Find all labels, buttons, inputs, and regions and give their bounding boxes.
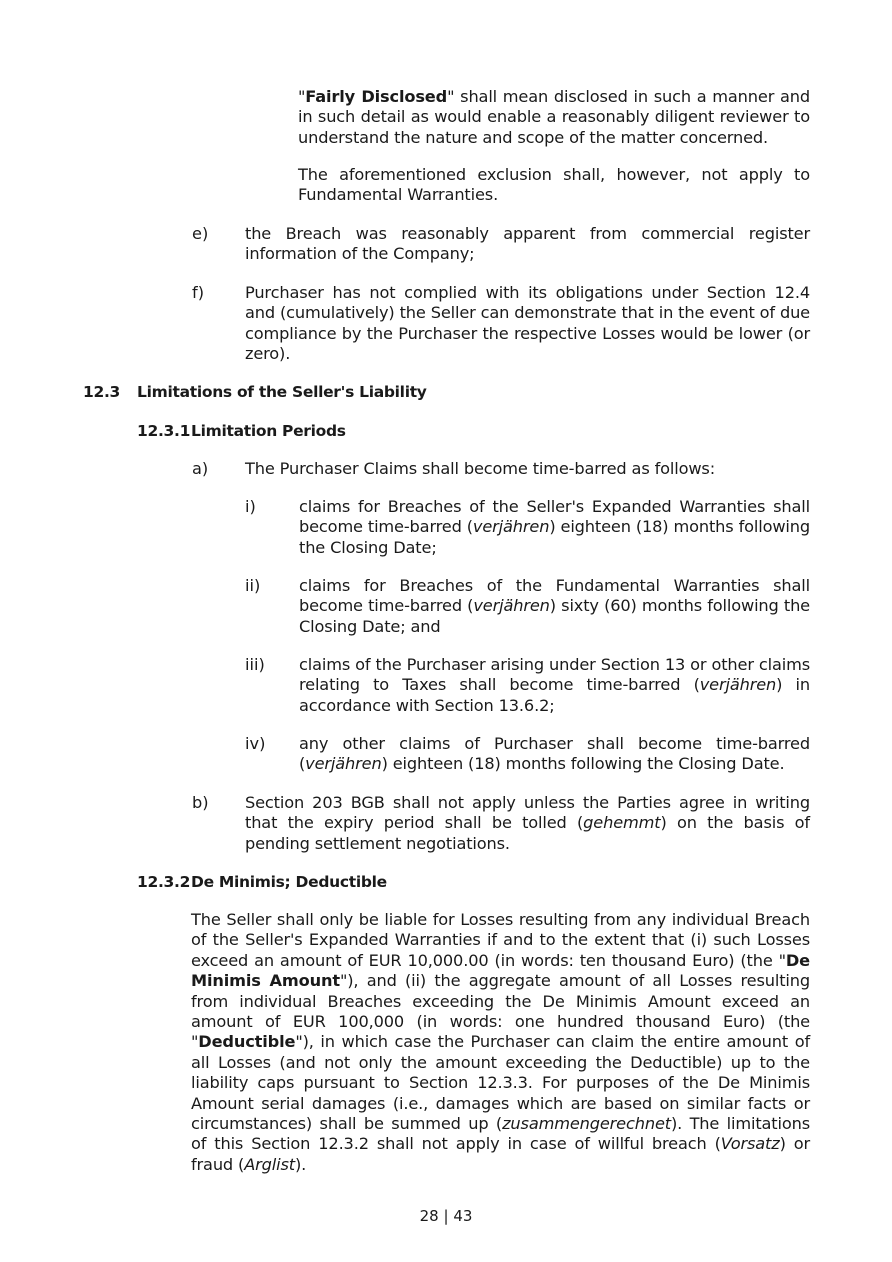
de-minimis-paragraph: The Seller shall only be liable for Losses resulting from any individual Breach of the Seller's Expanded Warranties if and to the extent that (i) such Losses exceed an amount of EUR 10,000.00 (in words: ten thousand Euro) (the "De Minimis Amount"), and (ii) the aggregate amount of all Losses resulting from individual Breaches exceeding the De Minimis Amount exceed an amount of EUR 100,000 (in words: one hundred thousand Euro) (the "Deductible"), in which case the Purchaser can claim the entire amount of all Losses (and not only the amount exceeding the Deductible) up to the liability caps pursuant to Section 12.3.3. For purposes of the De Minimis Amount serial damages (i.e., damages which are based on similar facts or circumstances) shall be summed up (zusammengerechnet). The limitations of this Section 12.3.2 shall not apply in case of willful breach (Vorsatz) or fraud (Arglist). [191,910,811,1174]
item-f-label: f) [192,283,205,302]
subitem-i-text: claims for Breaches of the Seller's Expanded Warranties shall become time-barred (verjähren) eighteen (18) months following the Closing Date; [299,497,810,557]
section-12-3-title: Limitations of the Seller's Liability [137,383,427,401]
section-12-3-1-number: 12.3.1 [137,422,191,440]
page-number: 28 | 43 [419,1207,473,1225]
subitem-iii-text: claims of the Purchaser arising under Section 13 or other claims relating to Taxes shall become time-barred (verjähren) in accordance with Section 13.6.2; [299,655,810,715]
subitem-ii-label: ii) [245,576,261,595]
item-e-label: e) [192,224,209,243]
subitem-iv-label: iv) [245,734,266,753]
item-f-text: Purchaser has not complied with its obligations under Section 12.4 and (cumulatively) the Seller can demonstrate that in the event of due compliance by the Purchaser the respective Losses would be lower (or zero). [245,283,810,364]
item-b-text: Section 203 BGB shall not apply unless the Parties agree in writing that the expiry period shall be tolled (gehemmt) on the basis of pending settlement negotiations. [245,793,810,853]
defined-term: Fairly Disclosed [305,87,448,106]
exclusion-note: The aforementioned exclusion shall, however, not apply to Fundamental Warranties. [298,165,810,205]
item-b-label: b) [192,793,209,812]
subitem-ii-text: claims for Breaches of the Fundamental Warranties shall become time-barred (verjähren) sixty (60) months following the Closing Date; and [299,576,810,636]
subitem-iii-label: iii) [245,655,265,674]
section-12-3-number: 12.3 [83,383,121,401]
item-a-text: The Purchaser Claims shall become time-barred as follows: [245,459,716,478]
section-12-3-1-title: Limitation Periods [191,422,346,440]
section-12-3-2-number: 12.3.2 [137,873,191,891]
item-a-label: a) [192,459,209,478]
item-e-text: the Breach was reasonably apparent from commercial register information of the Company; [245,224,810,264]
subitem-i-label: i) [245,497,256,516]
section-12-3-2-title: De Minimis; Deductible [191,873,387,891]
fairly-disclosed-definition: "Fairly Disclosed" shall mean disclosed in such a manner and in such detail as would enable a reasonably diligent reviewer to understand the nature and scope of the matter concerned. [298,87,810,147]
subitem-iv-text: any other claims of Purchaser shall become time-barred (verjähren) eighteen (18) months following the Closing Date. [299,734,810,774]
